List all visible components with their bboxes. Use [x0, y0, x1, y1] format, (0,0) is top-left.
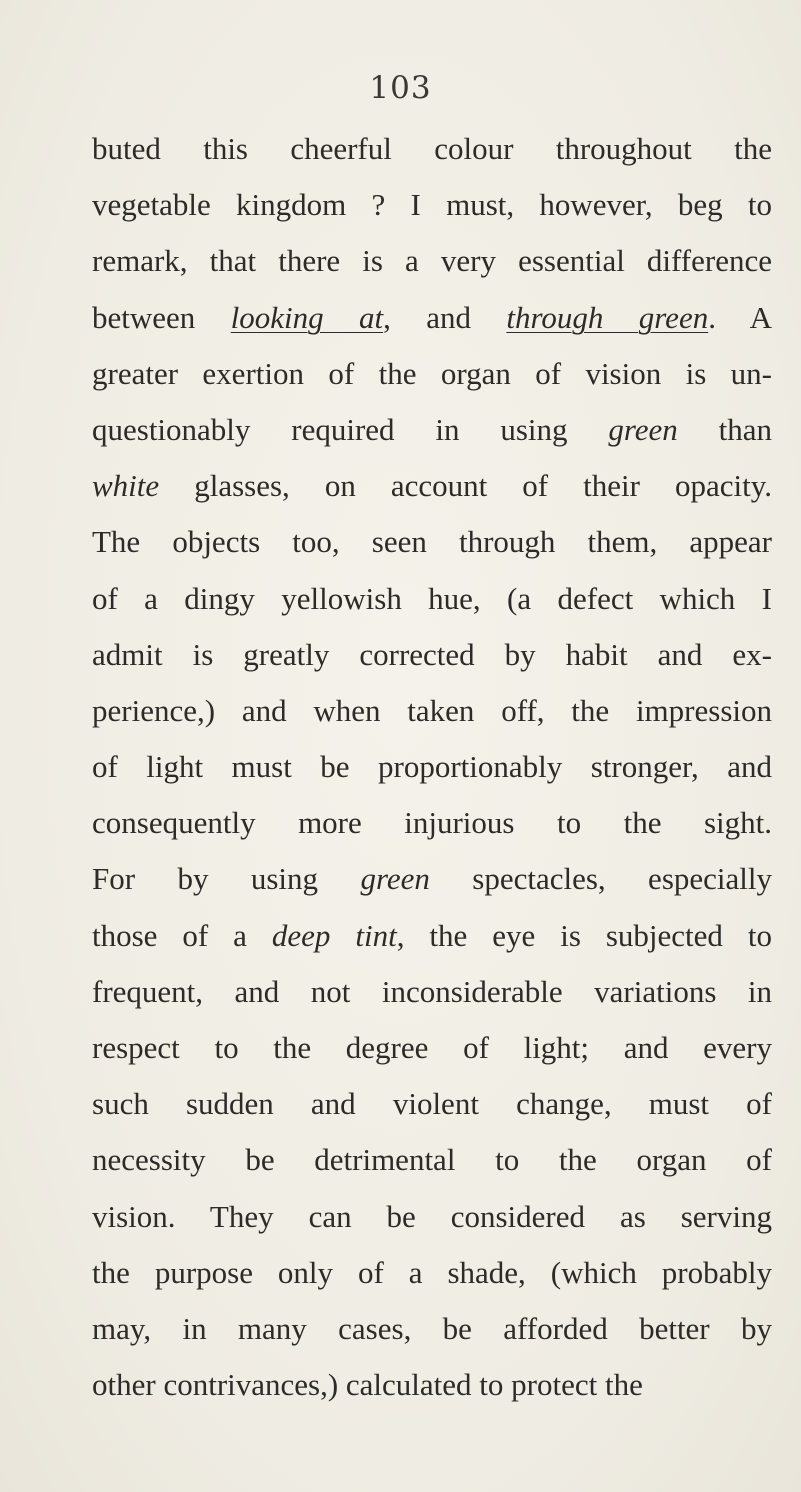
text-line — [92, 908, 772, 964]
text-segment: frequent, and not inconsiderable variations in — [92, 973, 772, 1009]
text-line — [92, 1020, 772, 1076]
text-segment: admit is greatly corrected by habit and ex- — [92, 636, 772, 672]
text-segment: green — [608, 411, 678, 447]
text-segment: perience,) and when taken off, the impression — [92, 692, 772, 728]
text-line — [92, 514, 772, 570]
text-segment: of light must be proportionably stronger, and — [92, 749, 772, 785]
text-line — [92, 121, 772, 177]
text-line — [92, 458, 772, 514]
text-line — [92, 1357, 772, 1413]
body-text — [92, 121, 772, 1413]
page-number: 103 — [369, 70, 432, 106]
text-line — [92, 964, 772, 1020]
text-segment: buted this cheerful colour throughout the — [92, 131, 772, 166]
text-line — [92, 683, 772, 739]
text-line — [92, 851, 772, 907]
text-segment: such sudden and violent change, must of — [92, 1086, 772, 1122]
text-line — [92, 739, 772, 795]
text-segment: questionably required in using — [92, 411, 609, 447]
text-segment: necessity be detrimental to the organ of — [92, 1142, 772, 1178]
text-segment: of a dingy yellowish hue, (a defect which I — [92, 580, 772, 616]
text-line — [92, 177, 772, 233]
text-segment: , the eye is subjected to — [396, 917, 772, 953]
text-line — [92, 1132, 772, 1188]
text-segment: looking at — [230, 299, 384, 335]
text-line — [92, 402, 772, 458]
text-segment: greater exertion of the organ of vision is un- — [92, 355, 772, 391]
text-segment: green — [360, 861, 430, 897]
text-segment: glasses, on account of their opacity. — [159, 468, 772, 504]
text-line — [92, 627, 772, 683]
text-segment: The objects too, seen through them, appear — [92, 524, 772, 560]
text-line — [92, 1245, 772, 1301]
text-segment: consequently more injurious to the sight. — [92, 805, 772, 841]
text-segment: vision. They can be considered as serving — [92, 1198, 772, 1234]
text-segment: between — [92, 299, 231, 335]
text-segment: , and — [383, 299, 507, 335]
text-line — [92, 1189, 772, 1245]
text-segment: respect to the degree of light; and every — [92, 1030, 772, 1065]
text-segment: spectacles, especially — [429, 861, 773, 897]
text-segment: may, in many cases, be afforded better by — [92, 1310, 772, 1346]
text-line — [92, 1076, 772, 1132]
text-line — [92, 233, 772, 289]
text-segment: deep tint — [271, 917, 397, 953]
text-line — [92, 346, 772, 402]
text-segment: remark, that there is a very essential difference — [92, 243, 772, 279]
text-line — [92, 1301, 772, 1357]
text-segment: through green — [506, 299, 709, 335]
text-segment: vegetable kingdom ? I must, however, beg to — [92, 187, 772, 223]
text-line — [92, 795, 772, 851]
text-segment: those of a — [92, 917, 272, 953]
text-line — [92, 571, 772, 627]
text-segment: white — [92, 468, 160, 504]
text-segment: the purpose only of a shade, (which probably — [92, 1254, 772, 1290]
text-segment: For by using — [92, 861, 361, 897]
text-segment: than — [677, 411, 772, 447]
text-line — [92, 290, 772, 346]
text-segment: . A — [708, 299, 772, 335]
text-segment: other contrivances,) calculated to protect the — [92, 1367, 643, 1403]
